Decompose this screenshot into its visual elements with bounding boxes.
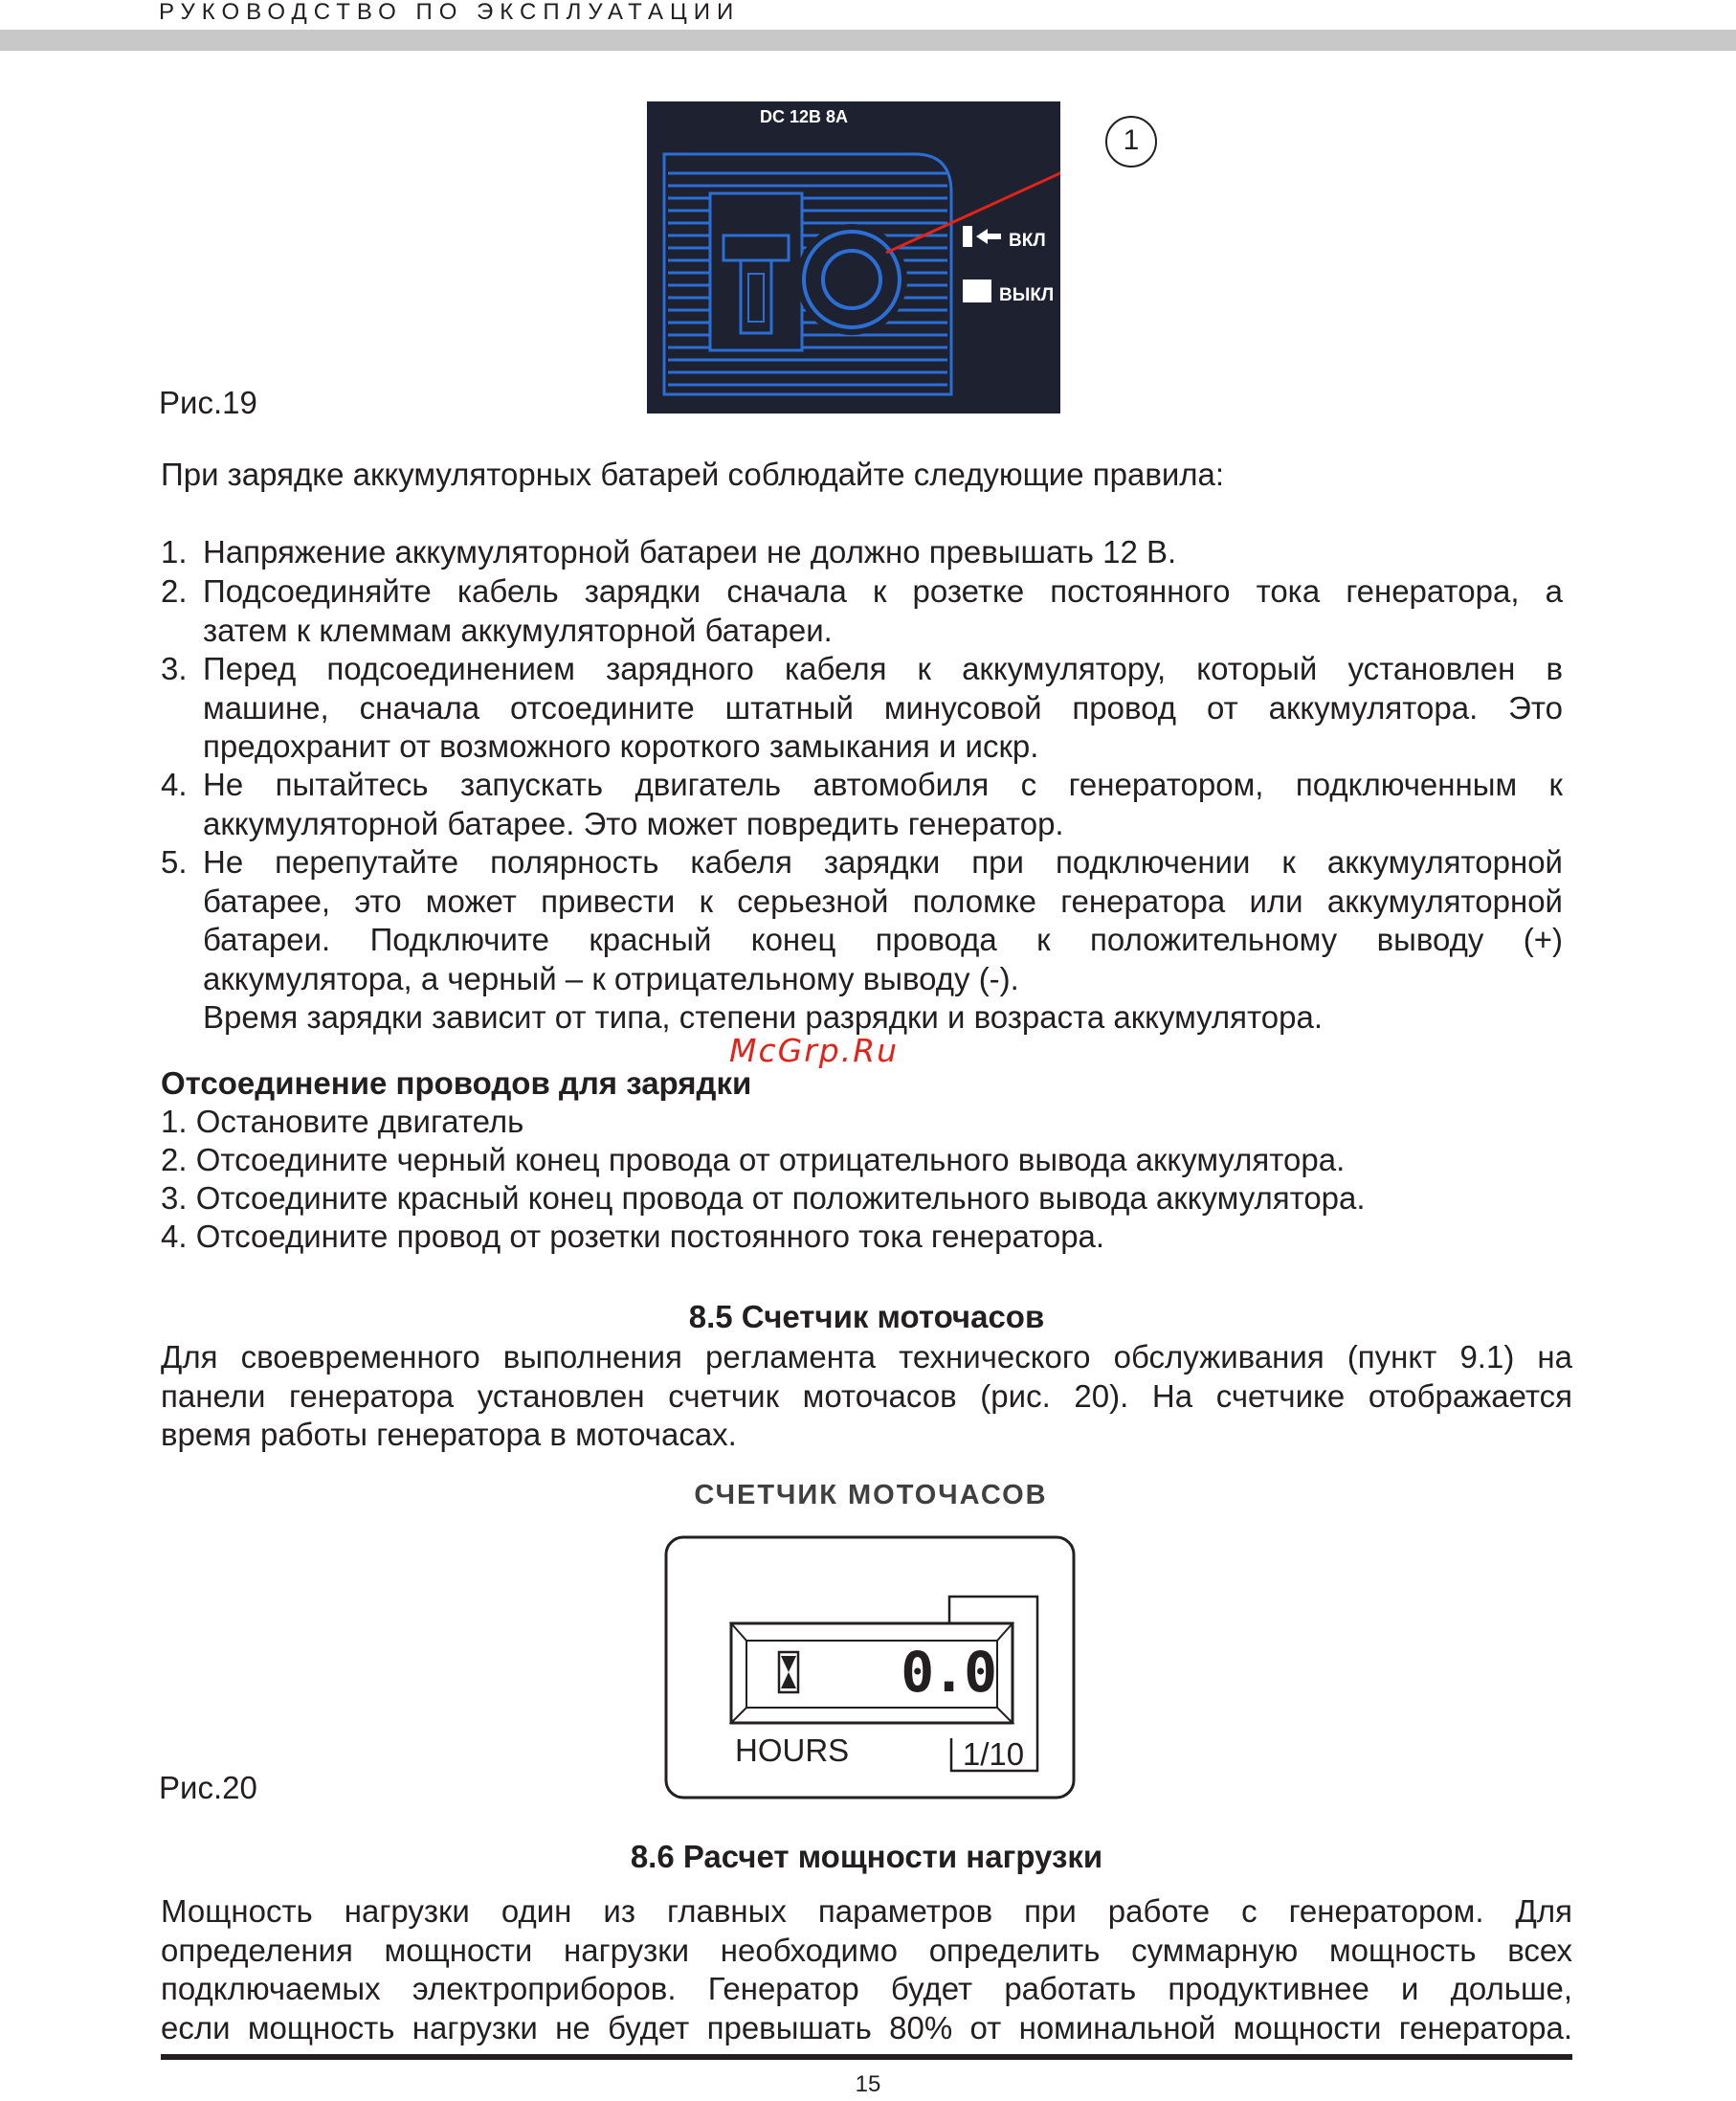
- disconnect-heading: Отсоединение проводов для зарядки: [161, 1065, 752, 1101]
- figure-20-caption: Рис.20: [159, 1770, 257, 1805]
- figure-19: [647, 101, 1060, 413]
- list-item: 3. Перед подсоединением зарядного кабеля к аккумулятору, который установлен в машине, сначала отсоедините штатный минусовой провод от аккумулятора. Это предохранит от возможного короткого замыкания и искр.: [161, 651, 1563, 764]
- figure-19-caption: Рис.19: [159, 385, 257, 420]
- scale-label: 1/10: [962, 1736, 1025, 1772]
- section-8-5-heading: 8.5 Счетчик моточасов: [688, 1299, 1045, 1334]
- section-8-6-paragraph: Мощность нагрузки один из главных параметров при работе с генератором. Для определения мощности нагрузки необходимо определить суммарную мощность всех подключаемых электроприборов. Генератор будет работать продуктивнее и дольше, если мощность нагрузки не будет превышать 80% от номинальной мощности генератора.: [161, 1893, 1572, 2045]
- page-number: 15: [855, 2071, 881, 2097]
- list-item: 2. Подсоединяйте кабель зарядки сначала к розетке постоянного тока генератора, а затем к клеммам аккумуляторной батареи.: [161, 573, 1563, 648]
- list-item: 4. Не пытайтесь запускать двигатель автомобиля с генератором, подключенным к аккумуляторной батарее. Это может повредить генератор.: [161, 767, 1563, 841]
- running-header: РУКОВОДСТВО ПО ЭКСПЛУАТАЦИИ: [159, 0, 741, 25]
- footer-rule: [161, 2054, 1572, 2060]
- hour-counter-display: 0.0: [901, 1640, 995, 1705]
- hour-meter: [664, 1535, 1076, 1799]
- watermark: McGrp.Ru: [729, 1032, 900, 1069]
- off-marker: [963, 279, 991, 302]
- charging-rules-intro: При зарядке аккумуляторных батарей соблюдайте следующие правила:: [161, 457, 1225, 492]
- off-label: ВЫКЛ: [999, 285, 1055, 305]
- callout-number: 1: [1105, 116, 1157, 168]
- list-item: 3. Отсоедините красный конец провода от положительного вывода аккумулятора.: [161, 1180, 1366, 1216]
- section-8-6-heading: 8.6 Расчет мощности нагрузки: [630, 1839, 1103, 1874]
- on-label: ВКЛ: [1009, 231, 1046, 251]
- list-item: 1. Остановите двигатель: [161, 1104, 524, 1139]
- dc-socket-icon: [796, 224, 907, 335]
- list-item: 5. Не перепутайте полярность кабеля зарядки при подключении к аккумуляторной батарее, это может привести к серьезной поломке генератора или аккумуляторной батареи. Подключите красный конец провода к положительному выводу (+) аккумулятора, а черный – к отрицательному выводу (-). Время зарядки зависит от типа, степени разрядки и возраста аккумулятора.: [161, 844, 1563, 1035]
- list-item: 1. Напряжение аккумуляторной батареи не должно превышать 12 В.: [161, 534, 1177, 570]
- panel-label: DC 12В 8А: [760, 107, 849, 126]
- breaker-switch-icon: [710, 193, 802, 350]
- on-marker: [963, 226, 972, 247]
- hours-label: HOURS: [735, 1732, 850, 1768]
- section-8-5-paragraph: Для своевременного выполнения регламента технического обслуживания (пункт 9.1) на панели генератора установлен счетчик моточасов (рис. 20). На счетчике отображается время работы генератора в моточасах.: [161, 1339, 1572, 1452]
- list-item: 4. Отсоедините провод от розетки постоянного тока генератора.: [161, 1218, 1105, 1254]
- header-bar: [0, 30, 1736, 51]
- list-item: 2. Отсоедините черный конец провода от отрицательного вывода аккумулятора.: [161, 1142, 1346, 1177]
- figure-20-title: СЧЕТЧИК МОТОЧАСОВ: [694, 1480, 1048, 1510]
- dc-panel-illustration: [647, 101, 1060, 413]
